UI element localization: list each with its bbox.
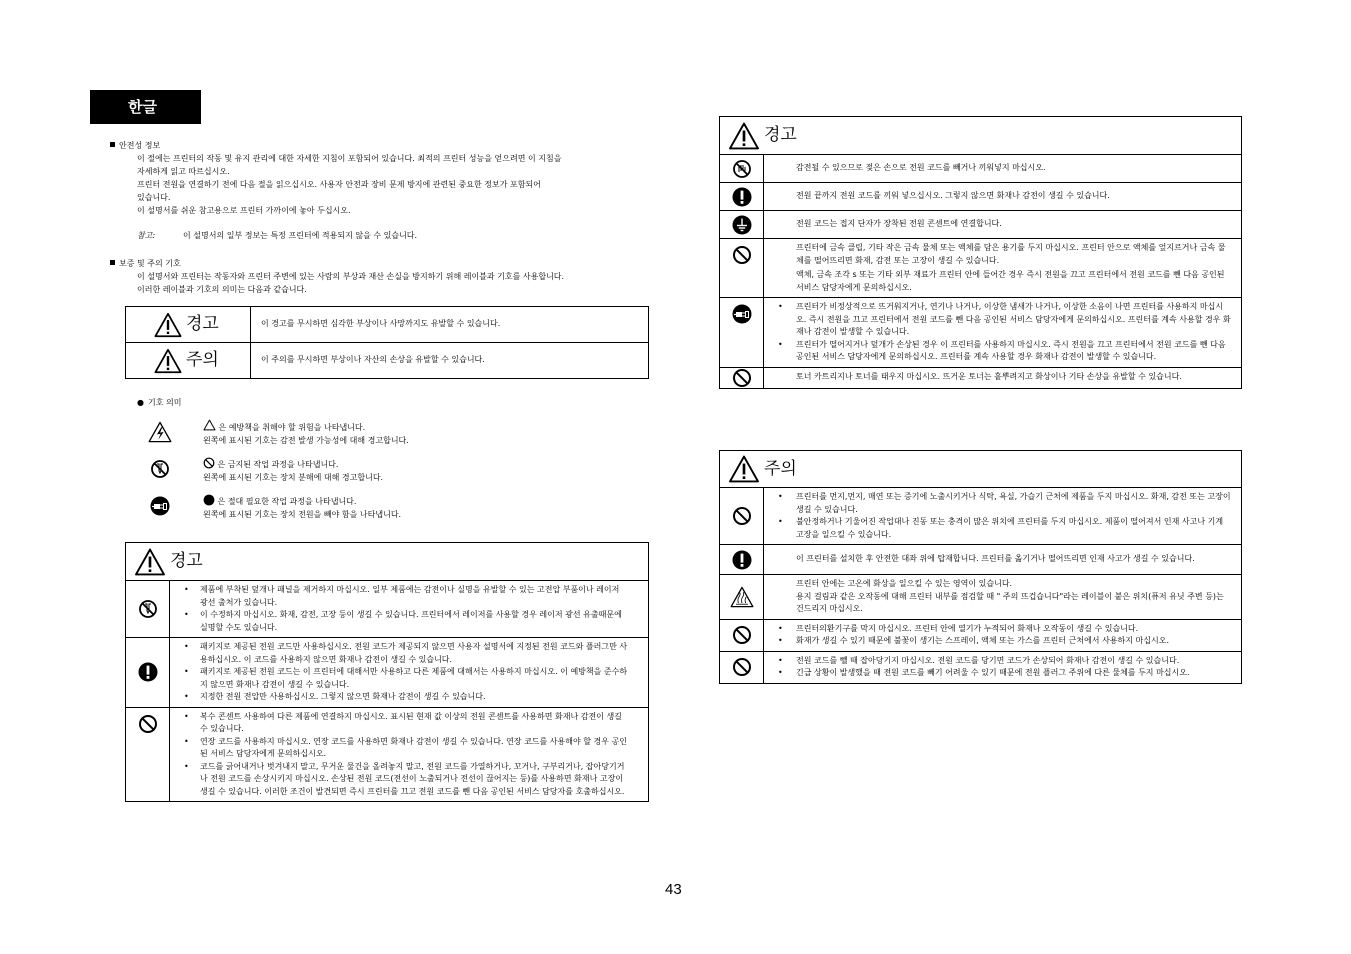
caution-description: 이 주의를 무시하면 부상이나 자산의 손상을 유발할 수 있습니다. <box>251 343 649 379</box>
warning-symbols-body: 이 설명서와 프린터는 작동자와 프린터 주변에 있는 사람의 부상과 재산 손실을 방지하기 위해 레이블과 기호를 사용합니다. 이러한 레이블과 기호의 의미는 다음과 같습니다. <box>137 272 565 295</box>
warning-box-title: 경고 <box>764 125 797 145</box>
row-text: 프린터 안에는 고온에 화상을 일으킬 수 있는 영역이 있습니다. <box>796 579 1013 588</box>
list-item: • 복수 콘센트 사용하여 다른 제품에 연결하지 마십시오. 표시된 현재 값 이상의 전원 콘센트를 사용하면 화재나 감전이 생길 수 있습니다. <box>180 711 628 736</box>
list-item: • 프린터가 떨어지거나 덮개가 손상된 경우 이 프린터를 사용하지 마십시오. 즉시 전원을 끄고 프린터에서 전원 코드를 뺀 다음 공인된 서비스 담당자에게 문의하십시오. 프린터를 계속 사용할 경우 화재나 감전이 발생할 수 있습니다. <box>774 339 1233 364</box>
symbol-row-disassembly: 은 금지된 작업 과정을 나타냅니다. 왼쪽에 표시된 기호는 장치 분해에 대해 경고합니다. <box>137 457 657 484</box>
unplug-icon <box>732 304 752 324</box>
caution-row <box>720 619 1242 651</box>
electric-shock-icon <box>148 421 172 443</box>
list-item: • 프린터가 비정상적으로 뜨거워지거나, 연기나 나거나, 이상한 냄새가 나거나, 이상한 소음이 나면 프린터를 사용하지 마십시오. 즉시 전원을 끄고 프린터에서 전원 코드를 뺀 다음 공인된 서비스 담당자에게 문의하십시오. 프린터를 계속 사용할 경우 화재나 감전이 발생할 수 있습니다. <box>774 301 1233 339</box>
ground-icon <box>732 215 752 235</box>
row-text: 전원 코드는 접지 단자가 장착된 전원 콘센트에 연결합니다. <box>764 211 1242 239</box>
row-text: 감전될 수 있으므로 젖은 손으로 전원 코드를 빼거나 끼워넣지 마십시오. <box>764 155 1242 183</box>
right-warning-box <box>719 116 1242 389</box>
no-wet-hands-icon <box>732 159 752 179</box>
warning-row <box>126 638 649 708</box>
warning-row <box>720 298 1242 368</box>
list-item: • 패키지로 제공된 전원 코드만 사용하십시오. 전원 코드가 제공되지 않으면 사용자 설명서에 지정된 전원 코드와 플러그만 사용하십시오. 이 코드를 사용하지 않으면 화재나 감전이 생길 수 있습니다. <box>180 641 628 666</box>
warning-symbols-heading: 보증 및 주의 기호 <box>110 258 680 270</box>
list-item: • 제품에 부착된 덮개나 패널을 제거하지 마십시오. 일부 제품에는 감전이나 실명을 유발할 수 있는 고전압 부품이나 레이저 광선 출처가 있습니다. <box>180 584 628 609</box>
safety-info-section <box>110 140 675 242</box>
warning-triangle-icon <box>134 548 166 576</box>
prohibition-icon <box>732 245 752 265</box>
caution-triangle-icon <box>728 455 760 483</box>
list-item: • 코드를 긁어내거나 벗겨내지 말고, 무거운 물건을 올려놓지 말고, 전원 코드를 가열하거나, 꼬거나, 구부리거나, 잡아당기거나 전원 코드를 손상시키지 마십시오. 손상된 전원 코드(전선이 노출되거나 전선이 끊어지는 등)를 사용하면 화재나 고장이 생길 수 있습니다. 이러한 조건이 발견되면 즉시 프린터를 끄고 전원 코드를 뺀 다음 공인된 서비스 담당자를 호출하십시오. <box>180 761 628 799</box>
caution-row <box>720 651 1242 683</box>
symbol-meaning-section <box>137 397 657 521</box>
warning-description: 이 경고를 무시하면 심각한 부상이나 사망까지도 유발할 수 있습니다. <box>251 307 649 343</box>
mandatory-icon <box>732 550 752 570</box>
warning-row <box>720 367 1242 388</box>
warning-triangle-icon <box>728 122 760 150</box>
prohibition-icon <box>732 506 752 526</box>
row-text: 액체, 금속 조각 s 또는 기타 외부 재료가 프린터 안에 들어간 경우 즉시 전원을 끄고 프린터에서 전원 코드를 뺀 다음 공인된 서비스 담당자에게 문의하십시오. <box>796 270 1225 292</box>
warning-row <box>720 211 1242 239</box>
row-text: 용지 걸림과 같은 오작동에 대해 프린터 내부를 점검할 때 " 주의 뜨겁습니다"라는 레이블이 붙은 위치(퓨저 유닛 주변 등)는 건드리지 마십시오. <box>796 591 1224 613</box>
warning-row <box>126 581 649 638</box>
list-item: • 프린터의환기구를 막지 마십시오. 프린터 안에 열기가 누적되어 화재나 오작동이 생길 수 있습니다. <box>774 623 1233 636</box>
note: 참고: 이 설명서의 일부 정보는 특정 프린터에 적용되지 않을 수 있습니다. <box>137 231 418 241</box>
left-warning-box <box>125 542 649 802</box>
list-item: • 불안정하거나 기울어진 작업대나 진동 또는 충격이 많은 위치에 프린터를 두지 마십시오. 제품이 떨어져서 인재 사고나 기계 고장을 일으킬 수 있습니다. <box>774 516 1233 541</box>
safety-info-body: 이 절에는 프린터의 작동 및 유지 관리에 대한 자세한 지침이 포함되어 있습니다. 최적의 프린터 성능을 얻으려면 이 지침을 자세하게 읽고 따르십시오. 프린터 전원을 연결하기 전에 다음 절을 읽으십시오. 사용자 안전과 장비 문제 방지에 관련된 중요한 정보가 포함되어 있습니다. 이 설명서를 쉬운 참고용으로 프린터 가까이에 놓아 두십시오. 참고: 이 설명서의 일부 정보는 특정 프린터에 적용되지 않을 수 있습니다. <box>110 152 675 242</box>
legend-table <box>125 306 649 379</box>
warning-row <box>720 239 1242 298</box>
list-item: • 지정한 전원 전압만 사용하십시오. 그렇지 않으면 화재나 감전이 생길 수 있습니다. <box>180 691 628 704</box>
caution-row <box>720 575 1242 620</box>
mandatory-icon <box>138 662 158 682</box>
warning-row <box>720 155 1242 183</box>
hot-surface-icon <box>730 586 754 608</box>
list-item: • 화재가 생길 수 있기 때문에 불꽃이 생기는 스프레이, 액체 또는 가스를 프린터 근처에서 사용하지 마십시오. <box>774 635 1233 648</box>
list-item: • 프린터를 먼지,먼지, 매연 또는 증기에 노출시키거나 식탁, 욕실, 가습기 근처에 제품을 두지 마십시오. 화재, 감전 또는 고장이 생길 수 있습니다. <box>774 491 1233 516</box>
prohibition-icon <box>732 657 752 677</box>
safety-info-heading: 안전성 정보 <box>110 140 675 152</box>
list-item: • 긴급 상황이 발생했을 때 전원 코드를 빼기 어려울 수 있기 때문에 전원 플러그 주위에 다른 물체를 두지 마십시오. <box>774 667 1233 680</box>
symbol-row-unplug: 은 절대 필요한 작업 과정을 나타냅니다. 왼쪽에 표시된 기호는 장치 전원을 빼야 함을 나타냅니다. <box>137 494 657 521</box>
caution-box-title: 주의 <box>764 458 797 479</box>
prohibition-icon <box>203 457 215 469</box>
row-text: 프린터에 금속 클립, 기타 작은 금속 물체 또는 액체를 담은 용기를 두지 마십시오. 프린터 안으로 액체를 엎지르거나 금속 물체를 떨어뜨리면 화재, 감전 또는 고장이 생길 수 있습니다. <box>796 243 1226 265</box>
caution-triangle-icon <box>154 348 182 374</box>
filled-circle-icon <box>203 494 215 506</box>
symbol-row-electric: 은 예방책을 취해야 할 위험을 나타냅니다. 왼쪽에 표시된 기호는 감전 발생 가능성에 대해 경고합니다. <box>137 419 657 447</box>
mandatory-icon <box>732 187 752 207</box>
no-disassembly-icon <box>150 459 170 479</box>
warning-triangle-icon <box>154 312 182 338</box>
list-item: • 연장 코드를 사용하지 마십시오. 연장 코드를 사용하면 화재나 감전이 생길 수 있습니다. 연장 코드를 사용해야 할 경우 공인된 서비스 담당자에게 문의하십시오. <box>180 736 628 761</box>
prohibition-icon <box>732 368 752 388</box>
triangle-icon <box>203 419 216 431</box>
warning-symbols-section <box>110 258 680 296</box>
right-caution-box <box>719 450 1242 684</box>
language-tab: 한글 <box>90 90 201 124</box>
warning-label: 경고 <box>186 314 219 334</box>
page-number: 43 <box>665 881 682 898</box>
no-disassembly-icon <box>138 599 158 619</box>
warning-box-title: 경고 <box>170 551 203 571</box>
row-text: 전원 끝까지 전원 코드를 끼워 넣으십시오. 그렇지 않으면 화재나 감전이 생길 수 있습니다. <box>764 183 1242 211</box>
unplug-icon <box>150 496 170 516</box>
symbol-meaning-heading: ● 기호 의미 <box>137 398 182 407</box>
list-item: • 이 수정하지 마십시오. 화재, 감전, 고장 등이 생길 수 있습니다. 프린터에서 레이저를 사용할 경우 레이저 광선 유출때문에 실명할 수도 있습니다. <box>180 609 628 634</box>
prohibition-icon <box>138 714 158 734</box>
warning-row <box>126 707 649 802</box>
caution-row <box>720 488 1242 545</box>
caution-label: 주의 <box>186 350 219 370</box>
list-item: • 전원 코드를 뺄 때 잡아당기지 마십시오. 전원 코드를 당기면 코드가 손상되어 화재나 감전이 생길 수 있습니다. <box>774 655 1233 668</box>
row-text: 토너 카트리지나 토너를 태우지 마십시오. 뜨거운 토너는 흩뿌려지고 화상이나 기타 손상을 유발할 수 있습니다. <box>764 367 1242 388</box>
warning-row <box>720 183 1242 211</box>
prohibition-icon <box>732 625 752 645</box>
caution-row <box>720 545 1242 575</box>
list-item: • 패키지로 제공된 전원 코드는 이 프린터에 대해서만 사용하고 다른 제품에 대해서는 사용하지 마십시오. 이 예방책을 준수하지 않으면 화재나 감전이 생길 수 있습니다. <box>180 666 628 691</box>
row-text: 이 프린터를 설치한 후 안전한 대좌 위에 탑재합니다. 프린터를 옮기거나 떨어뜨리면 인재 사고가 생길 수 있습니다. <box>764 545 1242 575</box>
